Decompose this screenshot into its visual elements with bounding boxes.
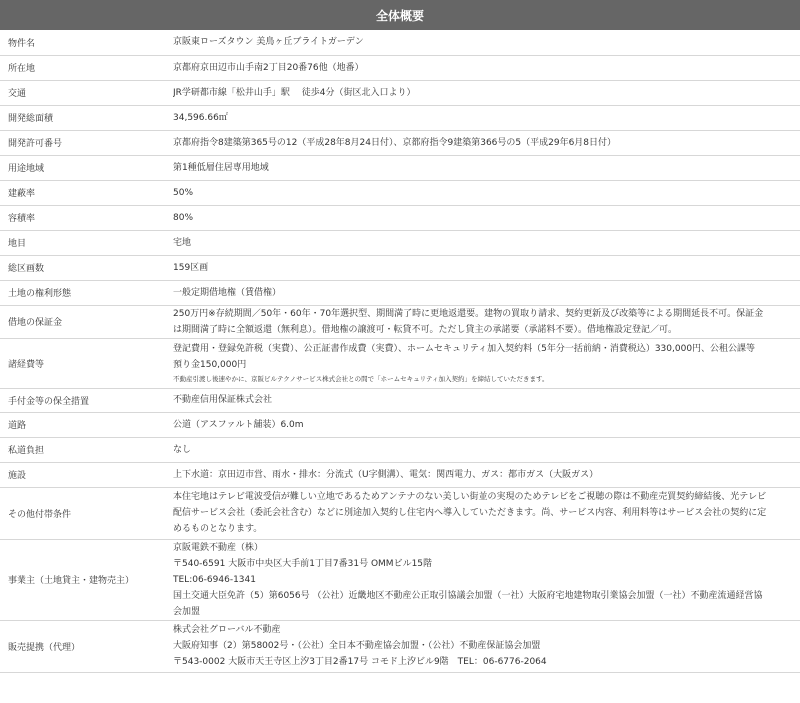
- table-row: [0, 487, 800, 539]
- value-line: 250万円※存続期間／50年・60年・70年選択型、期間満了時に更地返還要。建物の買取り請求、契約更新及び改築等による期間延長不可。保証金: [173, 308, 764, 319]
- value-line: 34,596.66㎡: [173, 112, 228, 123]
- value-line: TEL:06-6946-1341: [173, 574, 256, 585]
- value-line: 50%: [173, 187, 194, 198]
- row-value: [167, 305, 800, 338]
- value-line: 上下水道：京田辺市営、雨水・排水：分流式（U字側溝）、電気：関西電力、ガス：都市ガス（大阪ガス）: [173, 469, 599, 480]
- row-value: [167, 388, 800, 412]
- row-value: [167, 338, 800, 388]
- row-value: [167, 462, 800, 487]
- value-line: 不動産信用保証株式会社: [173, 395, 273, 405]
- value-line: 預り金150,000円: [173, 360, 247, 370]
- table-row: [0, 388, 800, 412]
- row-label: 販売提携（代理）: [0, 620, 167, 672]
- row-label: 諸経費等: [0, 338, 167, 388]
- row-label: 私道負担: [0, 437, 167, 462]
- row-label: 道路: [0, 412, 167, 437]
- value-line: 京都府京田辺市山手南2丁目20番76他（地番）: [173, 62, 364, 73]
- table-row: [0, 30, 800, 55]
- row-value: [167, 55, 800, 80]
- table-row: [0, 280, 800, 305]
- value-line: 宅地: [173, 237, 192, 248]
- row-label: 総区画数: [0, 255, 167, 280]
- row-value: [167, 255, 800, 280]
- row-value: [167, 30, 800, 55]
- row-value: [167, 487, 800, 539]
- value-line: 京阪電鉄不動産（株）: [173, 542, 264, 553]
- row-value: [167, 80, 800, 105]
- value-line: 80%: [173, 212, 194, 223]
- value-line: 京阪東ローズタウン 美鳥ヶ丘ブライトガーデン: [173, 37, 364, 48]
- row-value: [167, 180, 800, 205]
- row-value: [167, 205, 800, 230]
- row-value: [167, 105, 800, 130]
- value-line: 大阪府知事（2）第58002号・（公社）全日本不動産協会加盟・（公社）不動産保証協会加盟: [173, 641, 541, 651]
- row-label: 施設: [0, 462, 167, 487]
- section-title: 全体概要: [0, 0, 800, 30]
- row-label: 土地の権利形態: [0, 280, 167, 305]
- row-label: 事業主（土地貸主・建物売主）: [0, 539, 167, 620]
- table-row: [0, 80, 800, 105]
- value-line: 国土交通大臣免許（5）第6056号 （公社）近畿地区不動産公正取引協議会加盟（一社）大阪府宅地建物取引業協会加盟（一社）不動産流通経営協: [173, 590, 763, 601]
- value-line: は期間満了時に全額返還（無利息）。借地権の譲渡可・転貸不可。ただし貸主の承諾要（承諾料不要）。借地権設定登記／可。: [173, 324, 678, 335]
- row-label: その他付帯条件: [0, 487, 167, 539]
- value-note: 不動産引渡し後速やかに、京阪ビルテクノサービス株式会社との間で「ホームセキュリティ加入契約」を締結していただきます。: [173, 375, 549, 383]
- value-line: 株式会社グローバル不動産: [173, 625, 281, 635]
- table-row: [0, 539, 800, 620]
- row-label: 開発許可番号: [0, 130, 167, 155]
- table-row: [0, 462, 800, 487]
- row-value: [167, 155, 800, 180]
- row-value: [167, 230, 800, 255]
- row-label: 借地の保証金: [0, 305, 167, 338]
- row-label: 用途地域: [0, 155, 167, 180]
- row-label: 地目: [0, 230, 167, 255]
- row-label: 物件名: [0, 30, 167, 55]
- table-row: [0, 180, 800, 205]
- value-line: 配信サービス会社（委託会社含む）などに別途加入契約し住宅内へ導入していただきます。尚、サービス内容、利用料等はサービス会社の契約に定: [173, 508, 767, 518]
- row-label: 容積率: [0, 205, 167, 230]
- overview-table: [0, 30, 800, 673]
- value-line: なし: [173, 444, 192, 455]
- row-value: [167, 412, 800, 437]
- value-line: 〒540-6591 大阪市中央区大手前1丁目7番31号 OMMビル15階: [173, 558, 433, 569]
- table-row: [0, 230, 800, 255]
- table-row: [0, 620, 800, 672]
- value-line: 公道（アスファルト舗装）6.0m: [173, 419, 304, 430]
- row-value: [167, 539, 800, 620]
- value-line: 登記費用・登録免許税（実費）、公正証書作成費（実費）、ホームセキュリティ加入契約料（5年分一括前納・消費税込）330,000円、公租公課等: [173, 344, 756, 354]
- table-row: [0, 55, 800, 80]
- table-row: [0, 205, 800, 230]
- value-line: JR学研都市線「松井山手」駅 徒歩4分（街区北入口より）: [173, 87, 416, 98]
- row-value: [167, 130, 800, 155]
- table-row: [0, 437, 800, 462]
- value-line: 159区画: [173, 262, 209, 273]
- row-label: 手付金等の保全措置: [0, 388, 167, 412]
- value-line: 本住宅地はテレビ電波受信が難しい立地であるためアンテナのない美しい街並の実現のためテレビをご視聴の際は不動産売買契約締結後、光テレビ: [173, 492, 767, 502]
- table-row: [0, 338, 800, 388]
- table-row: [0, 130, 800, 155]
- row-label: 交通: [0, 80, 167, 105]
- table-row: [0, 255, 800, 280]
- value-line: めるものとなります。: [173, 524, 263, 534]
- row-label: 建蔽率: [0, 180, 167, 205]
- value-line: 一般定期借地権（賃借権）: [173, 287, 282, 298]
- row-value: [167, 437, 800, 462]
- row-label: 開発総面積: [0, 105, 167, 130]
- row-label: 所在地: [0, 55, 167, 80]
- table-row: [0, 412, 800, 437]
- value-line: 第1種低層住居専用地域: [173, 162, 269, 173]
- table-row: [0, 305, 800, 338]
- row-value: [167, 280, 800, 305]
- row-value: [167, 620, 800, 672]
- value-line: 〒543-0002 大阪市天王寺区上汐3丁目2番17号 コモド上汐ビル9階 TEL：06-6776-2064: [173, 657, 547, 667]
- value-line: 会加盟: [173, 606, 201, 617]
- table-row: [0, 105, 800, 130]
- table-row: [0, 155, 800, 180]
- value-line: 京都府指令8建築第365号の12（平成28年8月24日付）、京都府指令9建築第366号の5（平成29年6月8日付）: [173, 137, 617, 148]
